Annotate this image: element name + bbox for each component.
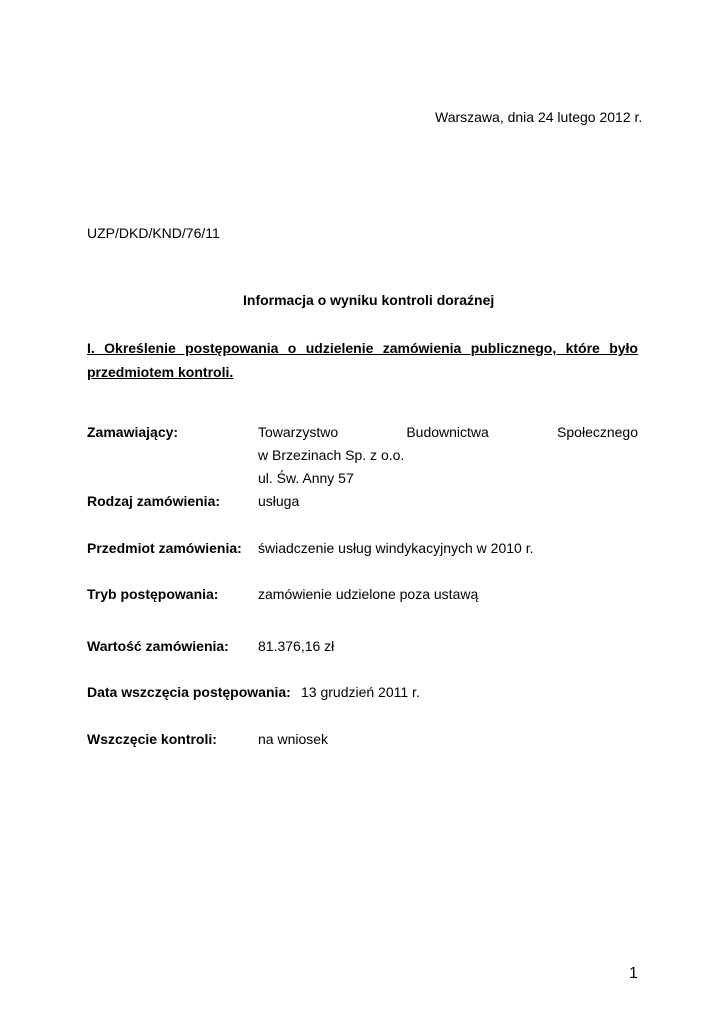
data-wszczecia-value: 13 grudzień 2011 r. xyxy=(301,684,420,700)
zamawiajacy-label: Zamawiający: xyxy=(87,424,179,440)
tryb-label: Tryb postępowania: xyxy=(87,586,219,602)
zamawiajacy-value-line-1 xyxy=(258,424,638,441)
reference-number: UZP/DKD/KND/76/11 xyxy=(87,225,220,241)
zamawiajacy-word-1: Towarzystwo xyxy=(258,424,339,440)
date-line: Warszawa, dnia 24 lutego 2012 r. xyxy=(435,109,643,125)
data-wszczecia-label: Data wszczęcia postępowania: xyxy=(87,684,291,700)
section-heading-line-2: przedmiotem kontroli. xyxy=(87,364,234,380)
page-number: 1 xyxy=(629,965,638,982)
wartosc-value: 81.376,16 zł xyxy=(258,638,335,654)
zamawiajacy-value-line-2: w Brzezinach Sp. z o.o. xyxy=(258,447,405,463)
przedmiot-label: Przedmiot zamówienia: xyxy=(87,540,242,556)
tryb-value: zamówienie udzielone poza ustawą xyxy=(258,586,479,602)
rodzaj-value: usługa xyxy=(258,493,300,509)
wszczecie-kontroli-label: Wszczęcie kontroli: xyxy=(87,731,217,747)
przedmiot-value: świadczenie usług windykacyjnych w 2010 r. xyxy=(258,540,534,556)
rodzaj-label: Rodzaj zamówienia: xyxy=(87,493,221,509)
zamawiajacy-word-2: Budownictwa xyxy=(406,424,489,440)
wszczecie-kontroli-value: na wniosek xyxy=(258,731,329,747)
document-title: Informacja o wyniku kontroli doraźnej xyxy=(243,292,495,308)
wartosc-label: Wartość zamówienia: xyxy=(87,638,229,654)
zamawiajacy-value-line-3: ul. Św. Anny 57 xyxy=(258,470,354,486)
zamawiajacy-word-3: Społecznego xyxy=(557,424,638,440)
section-heading-line-1: I. Określenie postępowania o udzielenie zamówienia publicznego, które było xyxy=(87,340,638,356)
